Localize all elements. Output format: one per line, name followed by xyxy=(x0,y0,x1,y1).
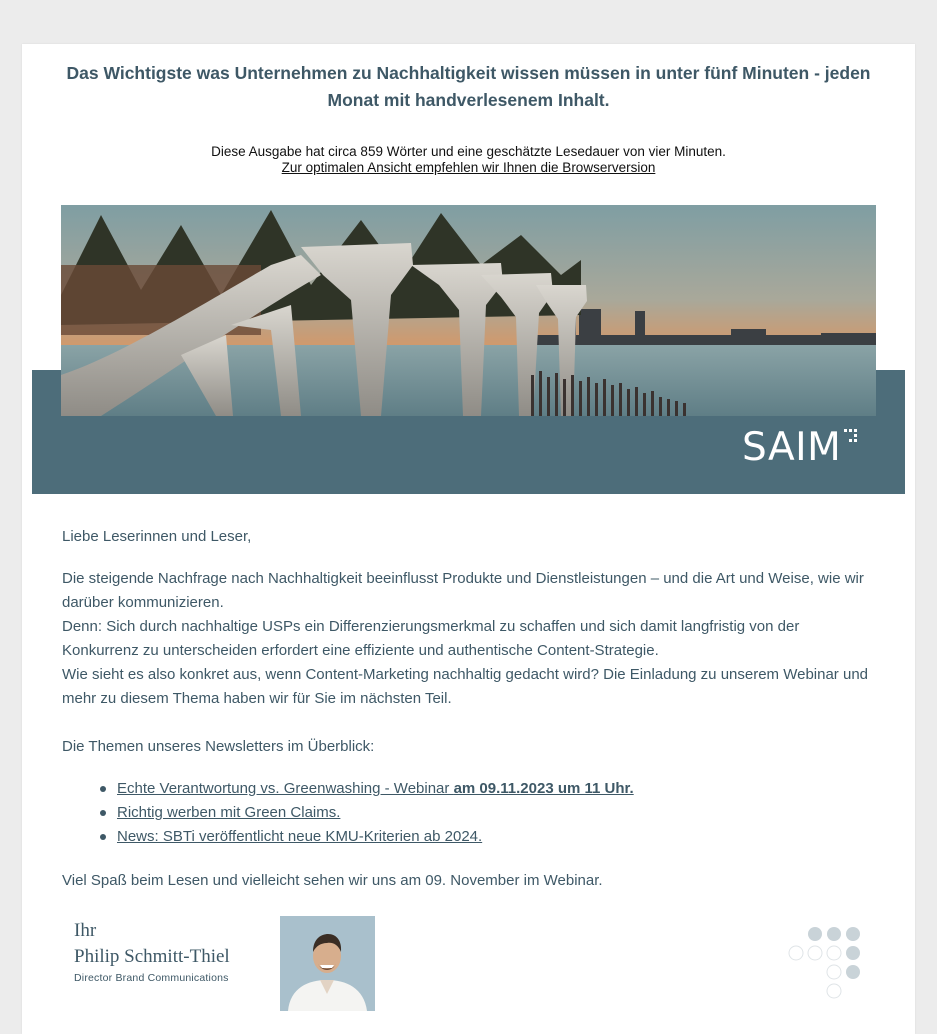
intro-line-3: Wie sieht es also konkret aus, wenn Content-Marketing nachhaltig gedacht wird? Die Einladung zu unserem Webinar und mehr zu diesem Thema haben wir für Sie im nächsten Teil. xyxy=(62,666,869,707)
greeting: Liebe Leserinnen und Leser, xyxy=(62,528,252,545)
newsletter-body xyxy=(62,525,877,893)
intro-line-2: Denn: Sich durch nachhaltige USPs ein Differenzierungsmerkmal zu schaffen und sich damit langfristig von der Konkurrenz zu unterscheiden erfordert eine effiziente und authentische Content-Strategie. xyxy=(62,618,800,659)
topic-item xyxy=(117,777,877,801)
saim-logo xyxy=(742,425,857,470)
topic-label: Echte Verantwortung vs. Greenwashing - Webinar xyxy=(117,780,454,797)
logo-mark-icon xyxy=(841,428,857,448)
hero-image xyxy=(61,205,876,416)
closing-text: Viel Spaß beim Lesen und vielleicht sehen wir uns am 09. November im Webinar. xyxy=(62,872,603,889)
signature-role: Director Brand Communications xyxy=(74,972,229,984)
topic-item xyxy=(117,801,877,825)
reading-info: Diese Ausgabe hat circa 859 Wörter und eine geschätzte Lesedauer von vier Minuten. xyxy=(211,144,726,159)
topic-link-webinar[interactable] xyxy=(117,780,634,797)
reading-info-block xyxy=(62,144,875,176)
topic-link-green-claims[interactable] xyxy=(117,804,340,821)
logo-text: SAIM xyxy=(742,425,842,470)
topics-intro: Die Themen unseres Newsletters im Überblick: xyxy=(62,738,375,755)
intro-line-1: Die steigende Nachfrage nach Nachhaltigkeit beeinflusst Produkte und Dienstleistungen – und die Art und Weise, wie wir darüber kommunizieren. xyxy=(62,570,864,611)
newsletter-headline: Das Wichtigste was Unternehmen zu Nachhaltigkeit wissen müssen in unter fünf Minuten - jeden Monat mit handverlesenem Inhalt. xyxy=(66,63,871,110)
signature-name: Philip Schmitt-Thiel xyxy=(74,946,230,967)
decorative-dots-icon xyxy=(788,924,868,1004)
topics-list xyxy=(62,777,877,849)
newsletter-card xyxy=(22,44,915,1034)
topic-link-sbti-news[interactable] xyxy=(117,828,482,845)
author-photo xyxy=(280,916,375,1011)
topic-item xyxy=(117,825,877,849)
signature xyxy=(74,918,230,984)
topic-label: News: SBTi veröffentlicht neue KMU-Kriterien ab 2024. xyxy=(117,828,483,845)
signature-ihr: Ihr xyxy=(74,920,97,941)
browser-version-link[interactable]: Zur optimalen Ansicht empfehlen wir Ihnen die Browserversion xyxy=(281,160,656,175)
intro-paragraph xyxy=(62,567,877,711)
topic-label: Richtig werben mit Green Claims. xyxy=(117,804,341,821)
topic-date: am 09.11.2023 um 11 Uhr. xyxy=(453,780,634,797)
